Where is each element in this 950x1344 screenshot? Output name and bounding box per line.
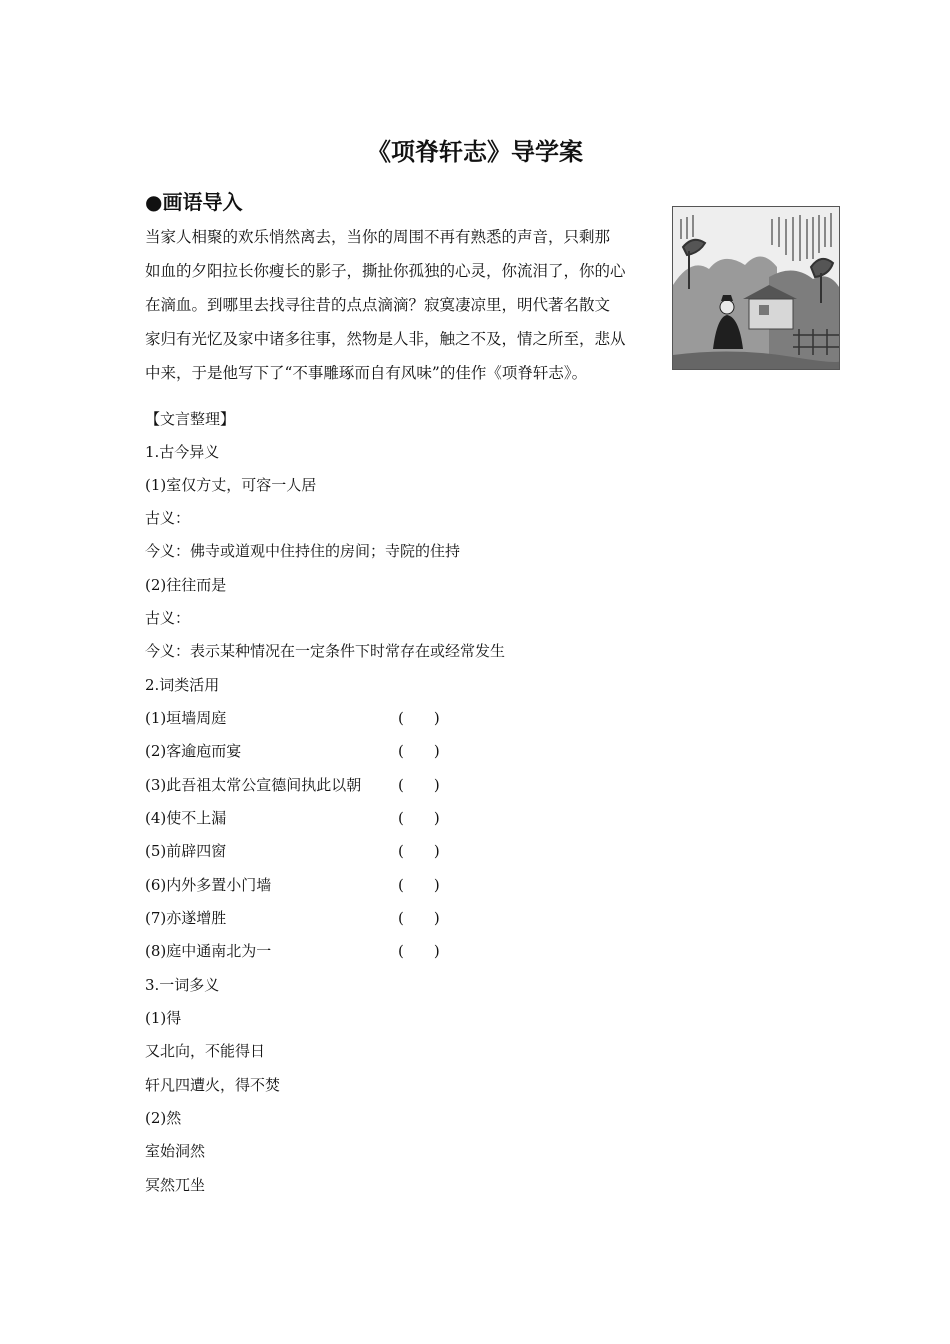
usage-item: (3)此吾祖太常公宣德间执此以朝 xyxy=(145,776,362,794)
usage-item: (8)庭中通南北为一 xyxy=(145,942,272,960)
usage-item: (5)前辟四窗 xyxy=(145,842,227,860)
answer-blank[interactable]: ( ) xyxy=(398,942,440,960)
intro-line: 家归有光忆及家中诸多往事，然物是人非，触之不及，情之所至，悲从 xyxy=(145,330,626,348)
modern-meaning-line: 今义：佛寺或道观中住持住的房间；寺院的住持 xyxy=(145,542,461,560)
intro-line: 当家人相聚的欢乐悄然离去，当你的周围不再有熟悉的声音，只剩那 xyxy=(145,228,611,246)
example-sentence: 室始洞然 xyxy=(145,1142,206,1160)
word-item: (1)得 xyxy=(145,1009,182,1027)
subsection-title: 2.词类活用 xyxy=(145,676,220,694)
intro-line: 在滴血。到哪里去找寻往昔的点点滴滴？寂寞凄凉里，明代著名散文 xyxy=(145,296,611,314)
word-item: (2)然 xyxy=(145,1109,182,1127)
usage-item: (4)使不上漏 xyxy=(145,809,227,827)
example-sentence: 轩凡四遭火，得不焚 xyxy=(145,1076,281,1094)
answer-blank[interactable]: ( ) xyxy=(398,709,440,727)
question-item: (2)往往而是 xyxy=(145,576,227,594)
usage-item: (1)垣墙周庭 xyxy=(145,709,227,727)
answer-blank[interactable]: ( ) xyxy=(398,809,440,827)
modern-meaning-line: 今义：表示某种情况在一定条件下时常存在或经常发生 xyxy=(145,642,506,660)
ancient-meaning-label: 古义： xyxy=(145,609,191,627)
example-sentence: 又北向，不能得日 xyxy=(145,1042,266,1060)
section-heading: ●画语导入 xyxy=(145,190,243,214)
usage-item: (7)亦遂增胜 xyxy=(145,909,227,927)
answer-blank[interactable]: ( ) xyxy=(398,876,440,894)
intro-paragraph xyxy=(145,220,660,390)
ink-painting-drawing xyxy=(673,207,839,369)
subsection-title: 1.古今异义 xyxy=(145,443,220,461)
answer-blank[interactable]: ( ) xyxy=(398,842,440,860)
subsection-title: 3.一词多义 xyxy=(145,976,220,994)
usage-item: (6)内外多置小门墙 xyxy=(145,876,272,894)
example-sentence: 冥然兀坐 xyxy=(145,1176,206,1194)
usage-item: (2)客逾庖而宴 xyxy=(145,742,242,760)
answer-blank[interactable]: ( ) xyxy=(398,776,440,794)
answer-blank[interactable]: ( ) xyxy=(398,742,440,760)
intro-line: 中来，于是他写下了“不事雕琢而自有风味”的佳作《项脊轩志》。 xyxy=(145,364,588,382)
answer-blank[interactable]: ( ) xyxy=(398,909,440,927)
ink-painting-illustration xyxy=(672,206,840,370)
page-title: 《项脊轩志》导学案 xyxy=(367,138,583,166)
ancient-meaning-label: 古义： xyxy=(145,509,191,527)
intro-line: 如血的夕阳拉长你瘦长的影子，撕扯你孤独的心灵，你流泪了，你的心 xyxy=(145,262,626,280)
question-item: (1)室仅方丈，可容一人居 xyxy=(145,476,317,494)
section-label: 【文言整理】 xyxy=(145,410,236,428)
